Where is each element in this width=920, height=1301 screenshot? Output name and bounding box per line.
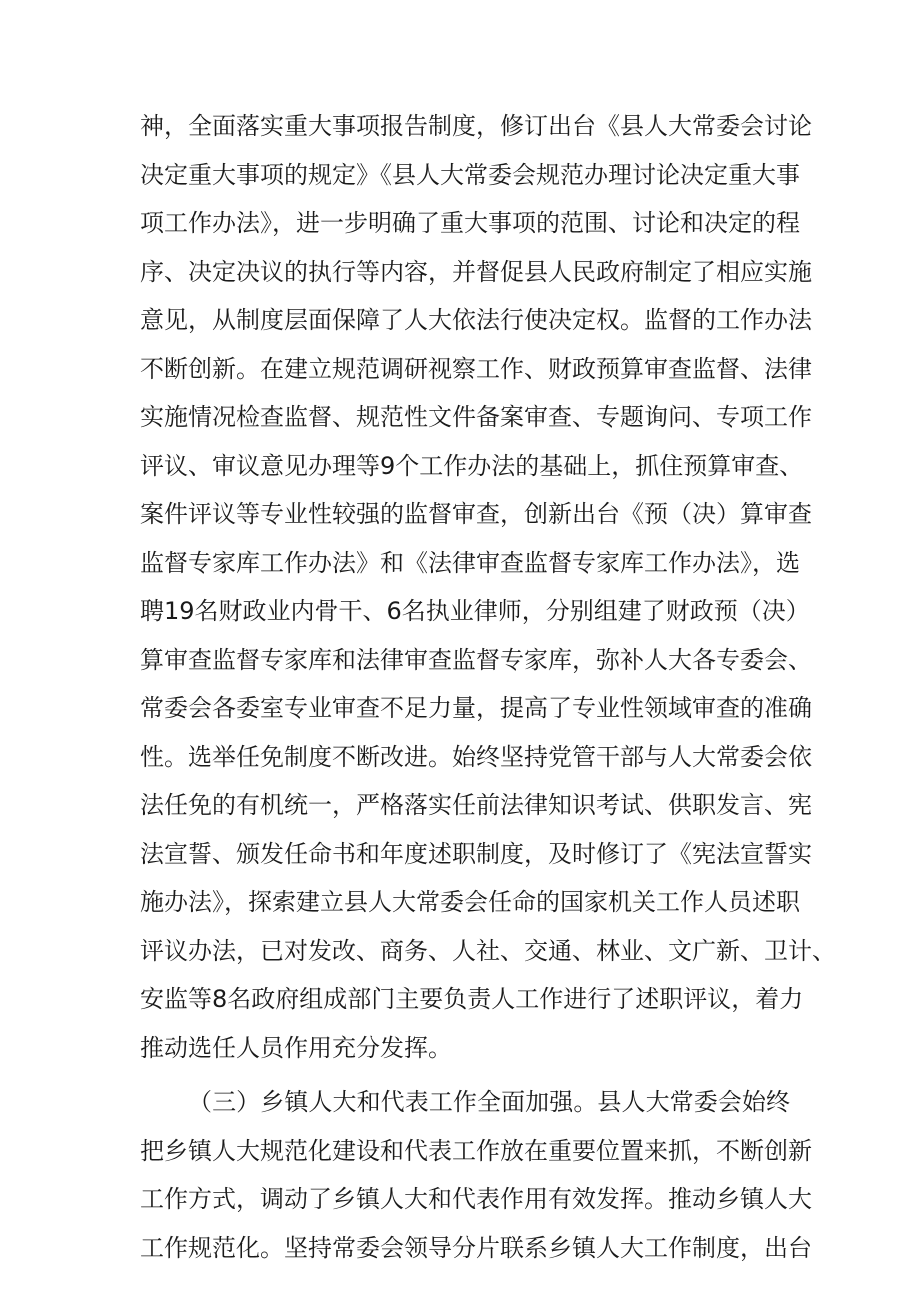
text-line: 安监等8名政府组成部门主要负责人工作进行了述职评议，着力 [140, 985, 804, 1013]
text-line: 意见，从制度层面保障了人大依法行使决定权。监督的工作办法 [140, 306, 812, 334]
text-line: 神，全面落实重大事项报告制度，修订出台《县人大常委会讨论 [140, 112, 812, 140]
text-line: 实施情况检查监督、规范性文件备案审查、专题询问、专项工作 [140, 403, 812, 431]
text-line: （三）乡镇人大和代表工作全面加强。县人大常委会始终 [188, 1088, 790, 1116]
text-line: 性。选举任免制度不断改进。始终坚持党管干部与人大常委会依 [140, 742, 812, 771]
text-line: 监督专家库工作办法》和《法律审查监督专家库工作办法》，选 [140, 548, 800, 577]
text-line: 序、决定决议的执行等内容，并督促县人民政府制定了相应实施 [140, 257, 812, 286]
text-line: 施办法》，探索建立县人大常委会任命的国家机关工作人员述职 [140, 888, 800, 916]
text-line: 案件评议等专业性较强的监督审查，创新出台《预（决）算审查 [140, 500, 812, 528]
text-line: 法宣誓、颁发任命书和年度述职制度，及时修订了《宪法宣誓实 [140, 839, 812, 868]
text-line: 聘19名财政业内骨干、6名执业律师，分别组建了财政预（决） [140, 597, 810, 625]
text-line: 评议办法，已对发改、商务、人社、交通、林业、文广新、卫计、 [140, 936, 836, 965]
text-line: 算审查监督专家库和法律审查监督专家库，弥补人大各专委会、 [140, 645, 812, 674]
text-line: 工作规范化。坚持常委会领导分片联系乡镇人大工作制度，出台 [140, 1233, 812, 1262]
text-line: 工作方式，调动了乡镇人大和代表作用有效发挥。推动乡镇人大 [140, 1185, 812, 1213]
text-line: 推动选任人员作用充分发挥。 [140, 1033, 452, 1062]
text-line: 项工作办法》，进一步明确了重大事项的范围、讨论和决定的程 [140, 209, 800, 237]
text-line: 把乡镇人大规范化建设和代表工作放在重要位置来抓，不断创新 [140, 1136, 812, 1165]
text-line: 不断创新。在建立规范调研视察工作、财政预算审查监督、法律 [140, 354, 812, 383]
text-line: 法任免的有机统一，严格落实任前法律知识考试、供职发言、宪 [140, 791, 812, 819]
text-line: 常委会各委室专业审查不足力量，提高了专业性领域审查的准确 [140, 694, 812, 722]
text-line: 决定重大事项的规定》《县人大常委会规范办理讨论决定重大事 [140, 160, 800, 189]
text-line: 评议、审议意见办理等9个工作办法的基础上，抓住预算审查、 [140, 451, 804, 480]
